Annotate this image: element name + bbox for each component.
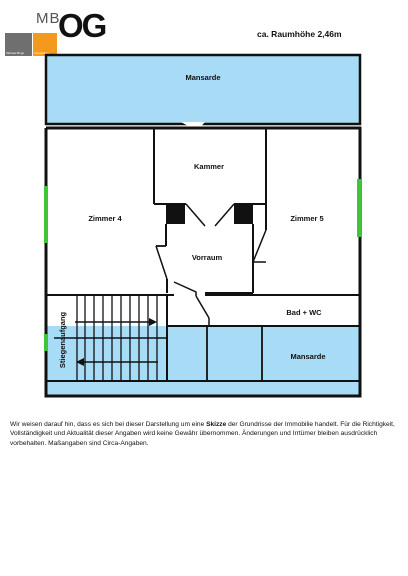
label-zimmer5: Zimmer 5 [290,214,324,223]
label-bad-wc: Bad + WC [286,308,322,317]
window-zimmer5 [357,179,361,237]
logo-tag-line: Immobilien [34,51,49,55]
label-mansarde-top: Mansarde [185,73,221,82]
logo-mb-text: MB [36,10,61,27]
disclaimer-emphasis: Skizze [206,421,227,428]
chimney-left [166,204,185,224]
vorraum-door-swing [174,282,196,296]
zimmer5-door-leaf [253,230,266,262]
label-vorraum: Vorraum [191,253,223,262]
stair-arrow-upper-head [149,318,157,326]
room-height-note: ca. Raumhöhe 2,46m [257,29,342,39]
kammer-door-leaf-left [186,204,205,226]
logo-og-text: OG [58,7,106,44]
disclaimer-after: der Grundrisse der Immobilie handelt. Für die Richtigkeit, Vollständigkeit und Aktualität dieser Angaben wird keine Gewähr übernommen. Änderungen und Irrtümer bleiben ausdrücklich vorbehalten. Maßangaben sind Circa-Angaben. [10,421,395,447]
zimmer4-door-leaf [156,246,167,279]
chimney-right [234,204,253,224]
label-stiegenaufgang: Stiegenaufgang [58,311,67,369]
disclaimer-before: Wir weisen darauf hin, dass es sich bei dieser Darstellung um eine [10,421,207,428]
mansarde-bottom-fill [46,326,360,396]
bad-wc-door-leaf [196,296,209,318]
disclaimer-text [10,420,402,448]
label-kammer: Kammer [193,162,225,171]
label-mansarde-bottom: Mansarde [290,352,326,361]
window-zimmer4 [44,186,48,243]
window-stairwell [44,334,48,351]
logo-name-line: Michael Bopp [6,51,25,55]
kammer-door-leaf-right [215,204,234,226]
label-zimmer4: Zimmer 4 [88,214,122,223]
mansarde-top-area [46,55,360,124]
